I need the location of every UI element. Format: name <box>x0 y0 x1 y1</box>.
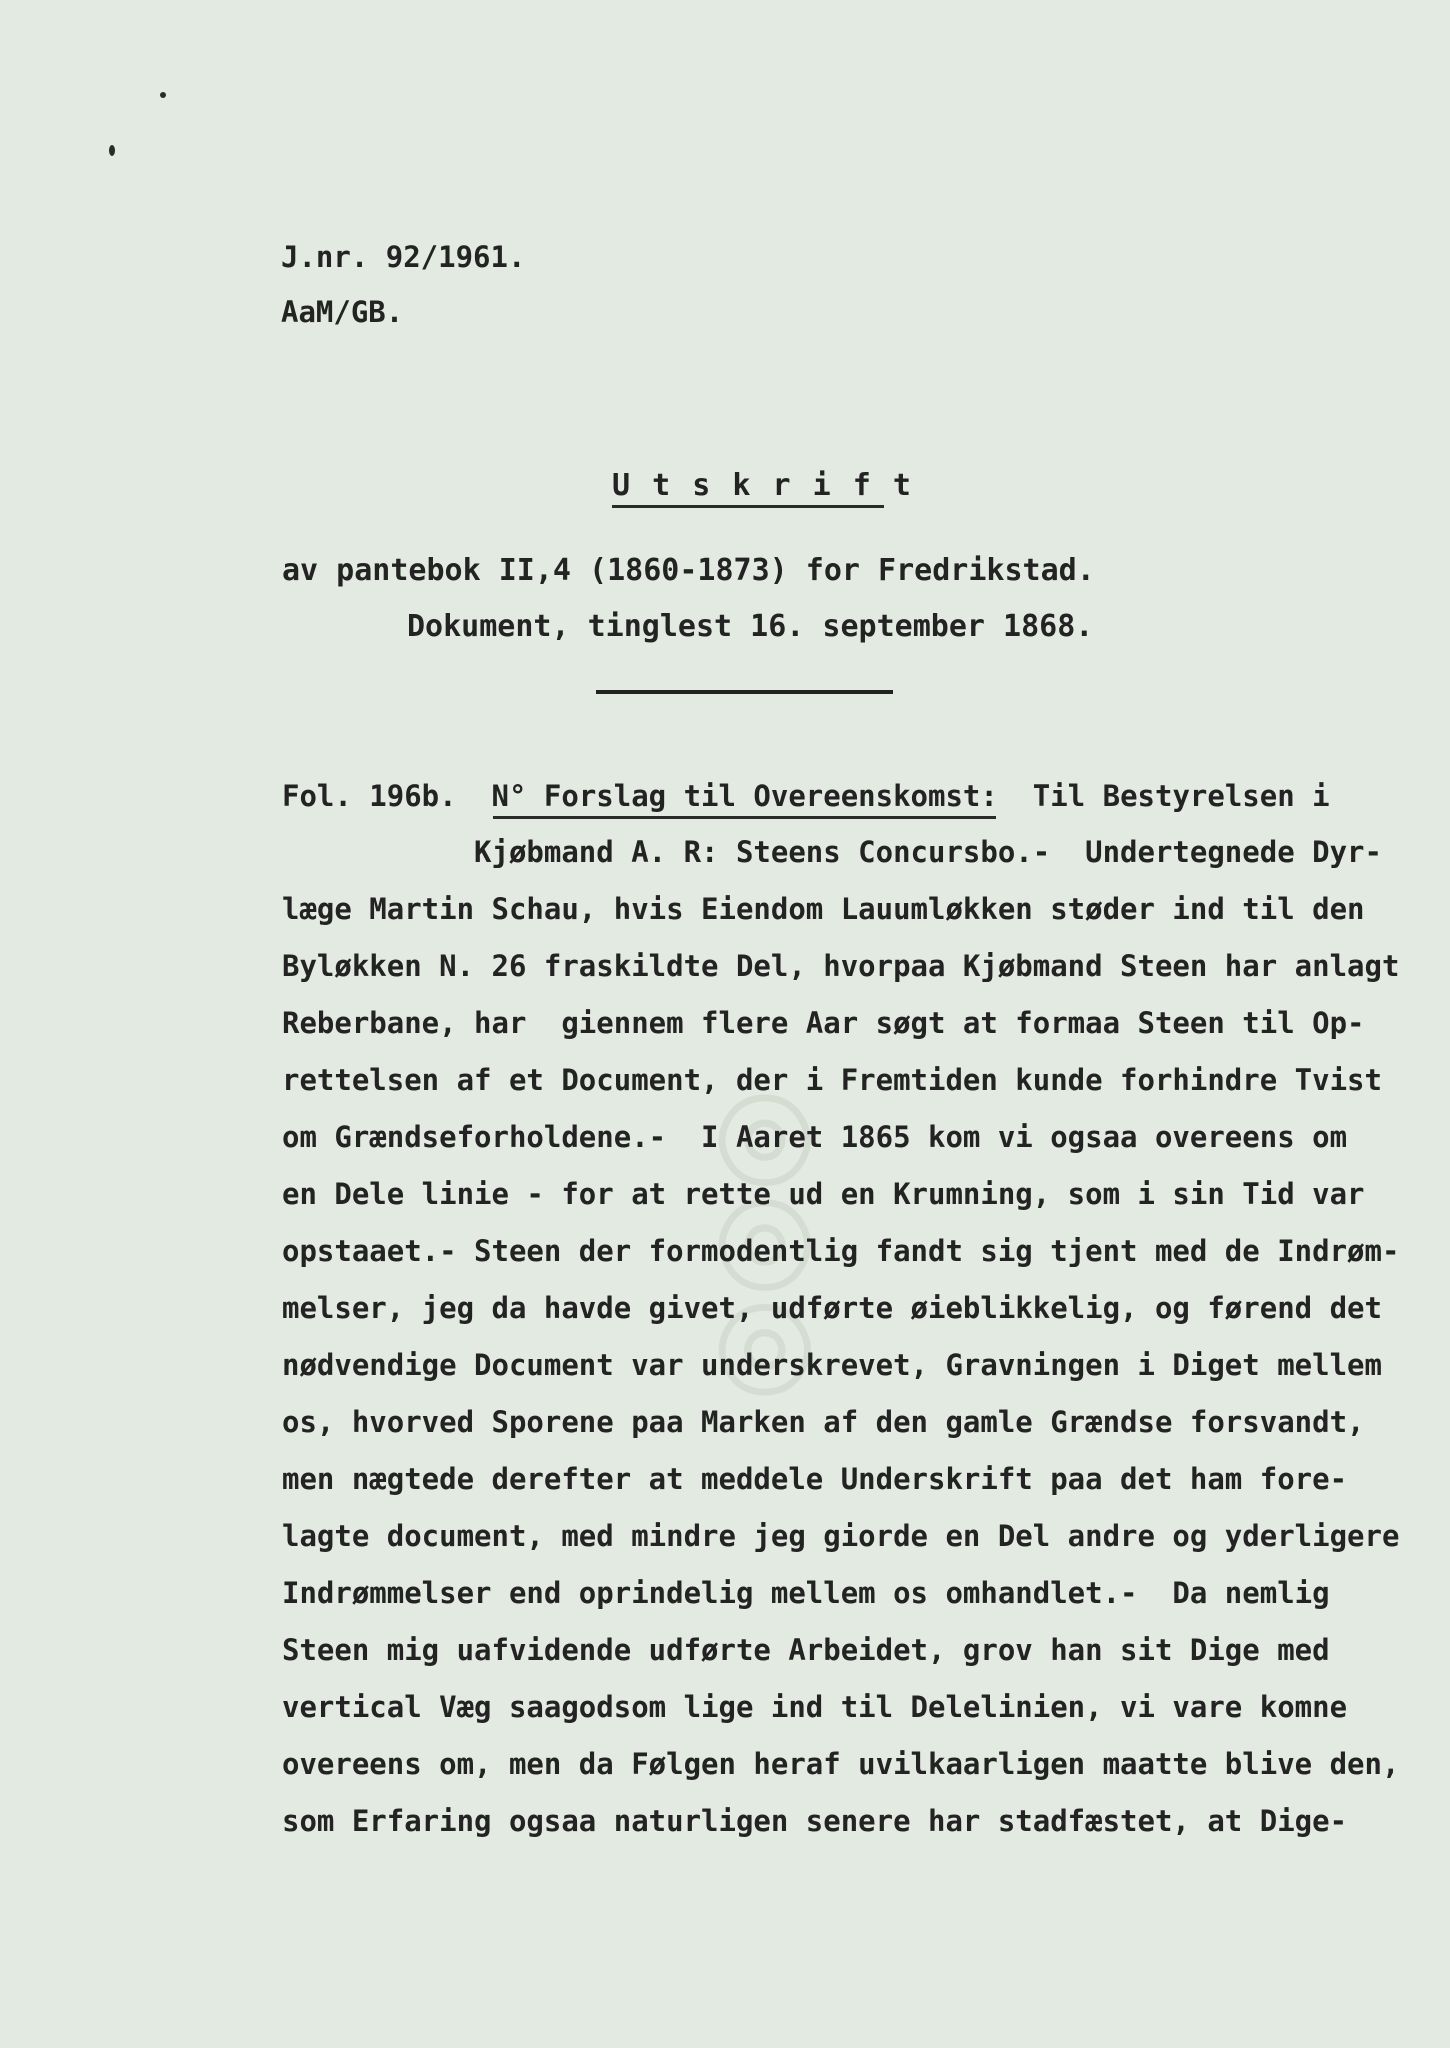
body-line: en Dele linie - for at rette ud en Krumning, som i sin Tid var <box>282 1177 1365 1211</box>
body-line: om Grændseforholdene.- I Aaret 1865 kom vi ogsaa overeens om <box>282 1120 1348 1154</box>
body-line: men nægtede derefter at meddele Underskrift paa det ham fore- <box>282 1462 1348 1496</box>
archive-watermark: ◎◎◎ <box>685 1087 825 1403</box>
ink-dot <box>109 145 115 156</box>
body-line: overeens om, men da Følgen heraf uvilkaarligen maatte blive den, <box>282 1747 1400 1781</box>
folio: Fol. 196b. <box>282 779 457 813</box>
initials: AaM/GB. <box>281 295 404 329</box>
folio-spacer <box>457 779 492 813</box>
body-line: Byløkken N. 26 fraskildte Del, hvorpaa Kjøbmand Steen har anlagt <box>282 949 1400 983</box>
body-line: som Erfaring ogsaa naturligen senere har stadfæstet, at Dige- <box>282 1804 1348 1838</box>
body-line: Kjøbmand A. R: Steens Concursbo.- Undertegnede Dyr- <box>282 835 1382 869</box>
body-line: nødvendige Document var underskrevet, Gravningen i Diget mellem <box>282 1348 1382 1382</box>
folio-line <box>282 779 1330 813</box>
first-line-rest: Til Bestyrelsen i <box>1032 779 1330 813</box>
title-underline <box>612 505 884 508</box>
body-line: opstaaet.- Steen der formodentlig fandt sig tjent med de Indrøm- <box>282 1234 1400 1268</box>
body-line: vertical Væg saagodsom lige ind til Delelinien, vi vare komne <box>282 1690 1348 1724</box>
subtitle-line-2: Dokument, tinglest 16. september 1868. <box>407 609 1094 644</box>
heading-underline <box>493 816 996 819</box>
ink-dot <box>160 92 166 98</box>
body-line: rettelsen af et Document, der i Fremtiden kunde forhindre Tvist <box>282 1063 1382 1097</box>
section-divider <box>596 690 893 694</box>
subtitle-line-1: av pantebok II,4 (1860-1873) for Fredrikstad. <box>282 553 1095 588</box>
document-title: U t s k r i f t <box>612 468 913 503</box>
body-line: Reberbane, har giennem flere Aar søgt at formaa Steen til Op- <box>282 1006 1365 1040</box>
body-line: os, hvorved Sporene paa Marken af den gamle Grændse forsvandt, <box>282 1405 1365 1439</box>
body-line: melser, jeg da havde givet, udførte øieblikkelig, og førend det <box>282 1291 1382 1325</box>
body-line: Indrømmelser end oprindelig mellem os omhandlet.- Da nemlig <box>282 1576 1330 1610</box>
body-line: lagte document, med mindre jeg giorde en Del andre og yderligere <box>282 1519 1400 1553</box>
heading-spacer <box>998 779 1033 813</box>
body-line: læge Martin Schau, hvis Eiendom Lauumløkken støder ind til den <box>282 892 1365 926</box>
body-line: Steen mig uafvidende udførte Arbeidet, grov han sit Dige med <box>282 1633 1330 1667</box>
agreement-heading: N° Forslag til Overeenskomst: <box>491 779 998 813</box>
journal-number: J.nr. 92/1961. <box>281 240 526 274</box>
